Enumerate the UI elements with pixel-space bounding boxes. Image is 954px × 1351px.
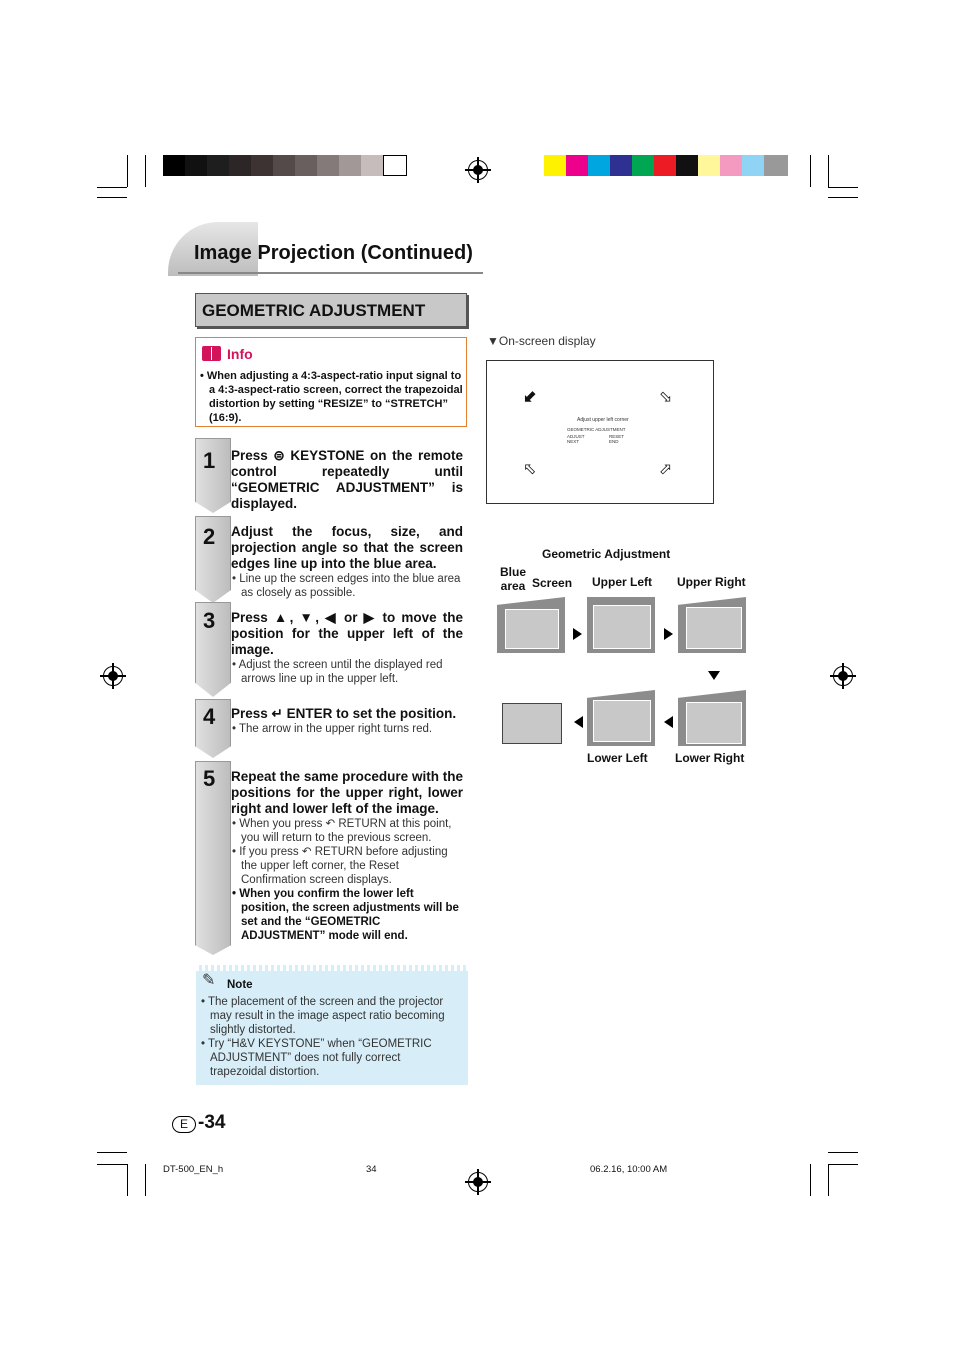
arrow-upper-left-icon: ⬅ <box>519 386 541 409</box>
step-4-instruction: Press ↵ ENTER to set the position. <box>231 706 457 721</box>
note-list <box>200 995 456 1079</box>
label-lower-right: Lower Right <box>675 751 745 765</box>
note-item-text: The placement of the screen and the projector may result in the image aspect ratio becoming slightly distorted. <box>208 996 445 1036</box>
step-1-text <box>231 448 463 512</box>
label-upper-right: Upper Right <box>677 575 746 589</box>
osd-adjust: ADJUST <box>567 434 585 439</box>
header-rule <box>178 272 483 274</box>
label-blue-area: Blue area <box>499 565 526 593</box>
arrow-lower-right-icon: ⇦ <box>654 457 677 480</box>
label-upper-left: Upper Left <box>592 575 652 589</box>
step-number: 2 <box>203 524 216 549</box>
osd-panel <box>486 360 714 504</box>
info-title: Info <box>227 346 253 362</box>
step-2-text <box>231 524 463 600</box>
bullet-text: If you press ↶ RETURN before adjusting the upper left corner, the Reset Confirmation screen displays. <box>239 846 448 886</box>
label-lower-left: Lower Left <box>587 751 648 765</box>
panel-lower-right <box>678 690 746 746</box>
bullet-text: The arrow in the upper right turns red. <box>239 723 433 735</box>
page-number: -34 <box>198 1112 226 1133</box>
osd-reset: RESET <box>609 434 625 439</box>
osd-caption: ▼On-screen display <box>487 334 596 348</box>
note-box <box>196 965 468 1085</box>
osd-next: NEXT <box>567 439 580 444</box>
label-screen: Screen <box>532 576 573 590</box>
step-2-instruction: Adjust the focus, size, and projection angle so that the screen edges line up into the blue area. <box>231 524 463 571</box>
osd-menu-title: GEOMETRIC ADJUSTMENT <box>567 427 626 432</box>
flow-arrow-down-icon <box>708 671 720 680</box>
step-5-bullet: • When you press ↶ RETURN at this point, you will return to the previous screen. <box>232 818 452 844</box>
step-3-text <box>231 610 463 686</box>
registration-mark-icon <box>833 666 853 686</box>
step-5-bullet: • If you press ↶ RETURN before adjusting the upper left corner, the Reset Confirmation screen displays. <box>232 846 448 886</box>
pencil-icon: ✎ <box>202 972 216 989</box>
bullet-text: When you press ↶ RETURN at this point, you will return to the previous screen. <box>239 818 452 844</box>
bullet-text: Line up the screen edges into the blue area as closely as possible. <box>239 573 461 599</box>
panel-upper-left <box>587 597 655 653</box>
flow-arrow-left-icon <box>574 716 583 728</box>
registration-mark-icon <box>468 1172 488 1192</box>
panel-upper-right <box>678 597 746 653</box>
step-number: 4 <box>203 704 216 729</box>
step-4-text <box>231 706 463 736</box>
diagram-title: Geometric Adjustment <box>542 547 671 561</box>
info-text: • When adjusting a 4:3-aspect-ratio input signal to a 4:3-aspect-ratio screen, correct the trapezoidal distortion by setting “RESIZE” to “STRETCH” (16:9). <box>200 370 463 424</box>
bullet-text: When you confirm the lower left position, the screen adjustments will be set and the “GEOMETRIC ADJUSTMENT” mode will end. <box>239 888 459 942</box>
step-1-instruction: Press ⊜ KEYSTONE on the remote control repeatedly until “GEOMETRIC ADJUSTMENT” is displayed. <box>231 448 463 511</box>
step-number: 1 <box>203 448 216 473</box>
info-text-content: When adjusting a 4:3-aspect-ratio input signal to a 4:3-aspect-ratio screen, correct the trapezoidal distortion by setting “RESIZE” to “STRETCH” (16:9). <box>206 370 463 424</box>
note-item: • The placement of the screen and the projector may result in the image aspect ratio becoming slightly distorted. <box>201 996 445 1036</box>
registration-mark-icon <box>103 666 123 686</box>
panel-lower-left <box>587 690 655 746</box>
step-5-instruction: Repeat the same procedure with the positions for the upper right, lower right and lower left of the image. <box>231 769 463 816</box>
step-2-bullet: • Line up the screen edges into the blue area as closely as possible. <box>232 573 461 599</box>
step-number: 3 <box>203 608 216 633</box>
osd-prompt: Adjust upper left corner <box>577 417 629 423</box>
note-title: Note <box>227 979 253 991</box>
flow-arrow-left-icon <box>664 716 673 728</box>
flow-arrow-right-icon <box>573 628 582 640</box>
bullet-text: Adjust the screen until the displayed red arrows line up in the upper left. <box>238 659 443 685</box>
arrow-lower-left-icon: ⇦ <box>518 458 541 481</box>
footer-date: 06.2.16, 10:00 AM <box>590 1164 668 1175</box>
arrow-upper-right-icon: ⇦ <box>655 385 677 408</box>
step-4-bullet: • The arrow in the upper right turns red. <box>232 723 433 735</box>
info-box <box>195 337 467 427</box>
footer-page: 34 <box>366 1164 377 1175</box>
note-item-text: Try “H&V KEYSTONE” when “GEOMETRIC ADJUSTMENT” does not fully correct trapezoidal distortion. <box>208 1038 432 1078</box>
step-5-text <box>231 769 463 943</box>
panel-initial <box>497 597 565 653</box>
step-3-bullet: • Adjust the screen until the displayed red arrows line up in the upper left. <box>232 659 443 685</box>
note-item: • Try “H&V KEYSTONE” when “GEOMETRIC ADJUSTMENT” does not fully correct trapezoidal distortion. <box>201 1038 432 1078</box>
panel-final <box>502 703 562 744</box>
section-title: GEOMETRIC ADJUSTMENT <box>195 293 467 327</box>
step-number: 5 <box>203 766 216 791</box>
page-letter-badge: E <box>172 1116 196 1133</box>
step-5-bold-bullet: • When you confirm the lower left position, the screen adjustments will be set and the “GEOMETRIC ADJUSTMENT” mode will end. <box>232 888 459 942</box>
osd-end: END <box>609 439 619 444</box>
step-3-instruction: Press ▲, ▼, ◀ or ▶ to move the position for the upper left of the image. <box>231 610 463 657</box>
footer-file: DT-500_EN_h <box>163 1164 224 1175</box>
book-icon <box>202 346 221 361</box>
page-title: Image Projection (Continued) <box>194 242 473 264</box>
flow-arrow-right-icon <box>664 628 673 640</box>
registration-mark-icon <box>468 160 488 180</box>
note-edge <box>196 965 468 971</box>
